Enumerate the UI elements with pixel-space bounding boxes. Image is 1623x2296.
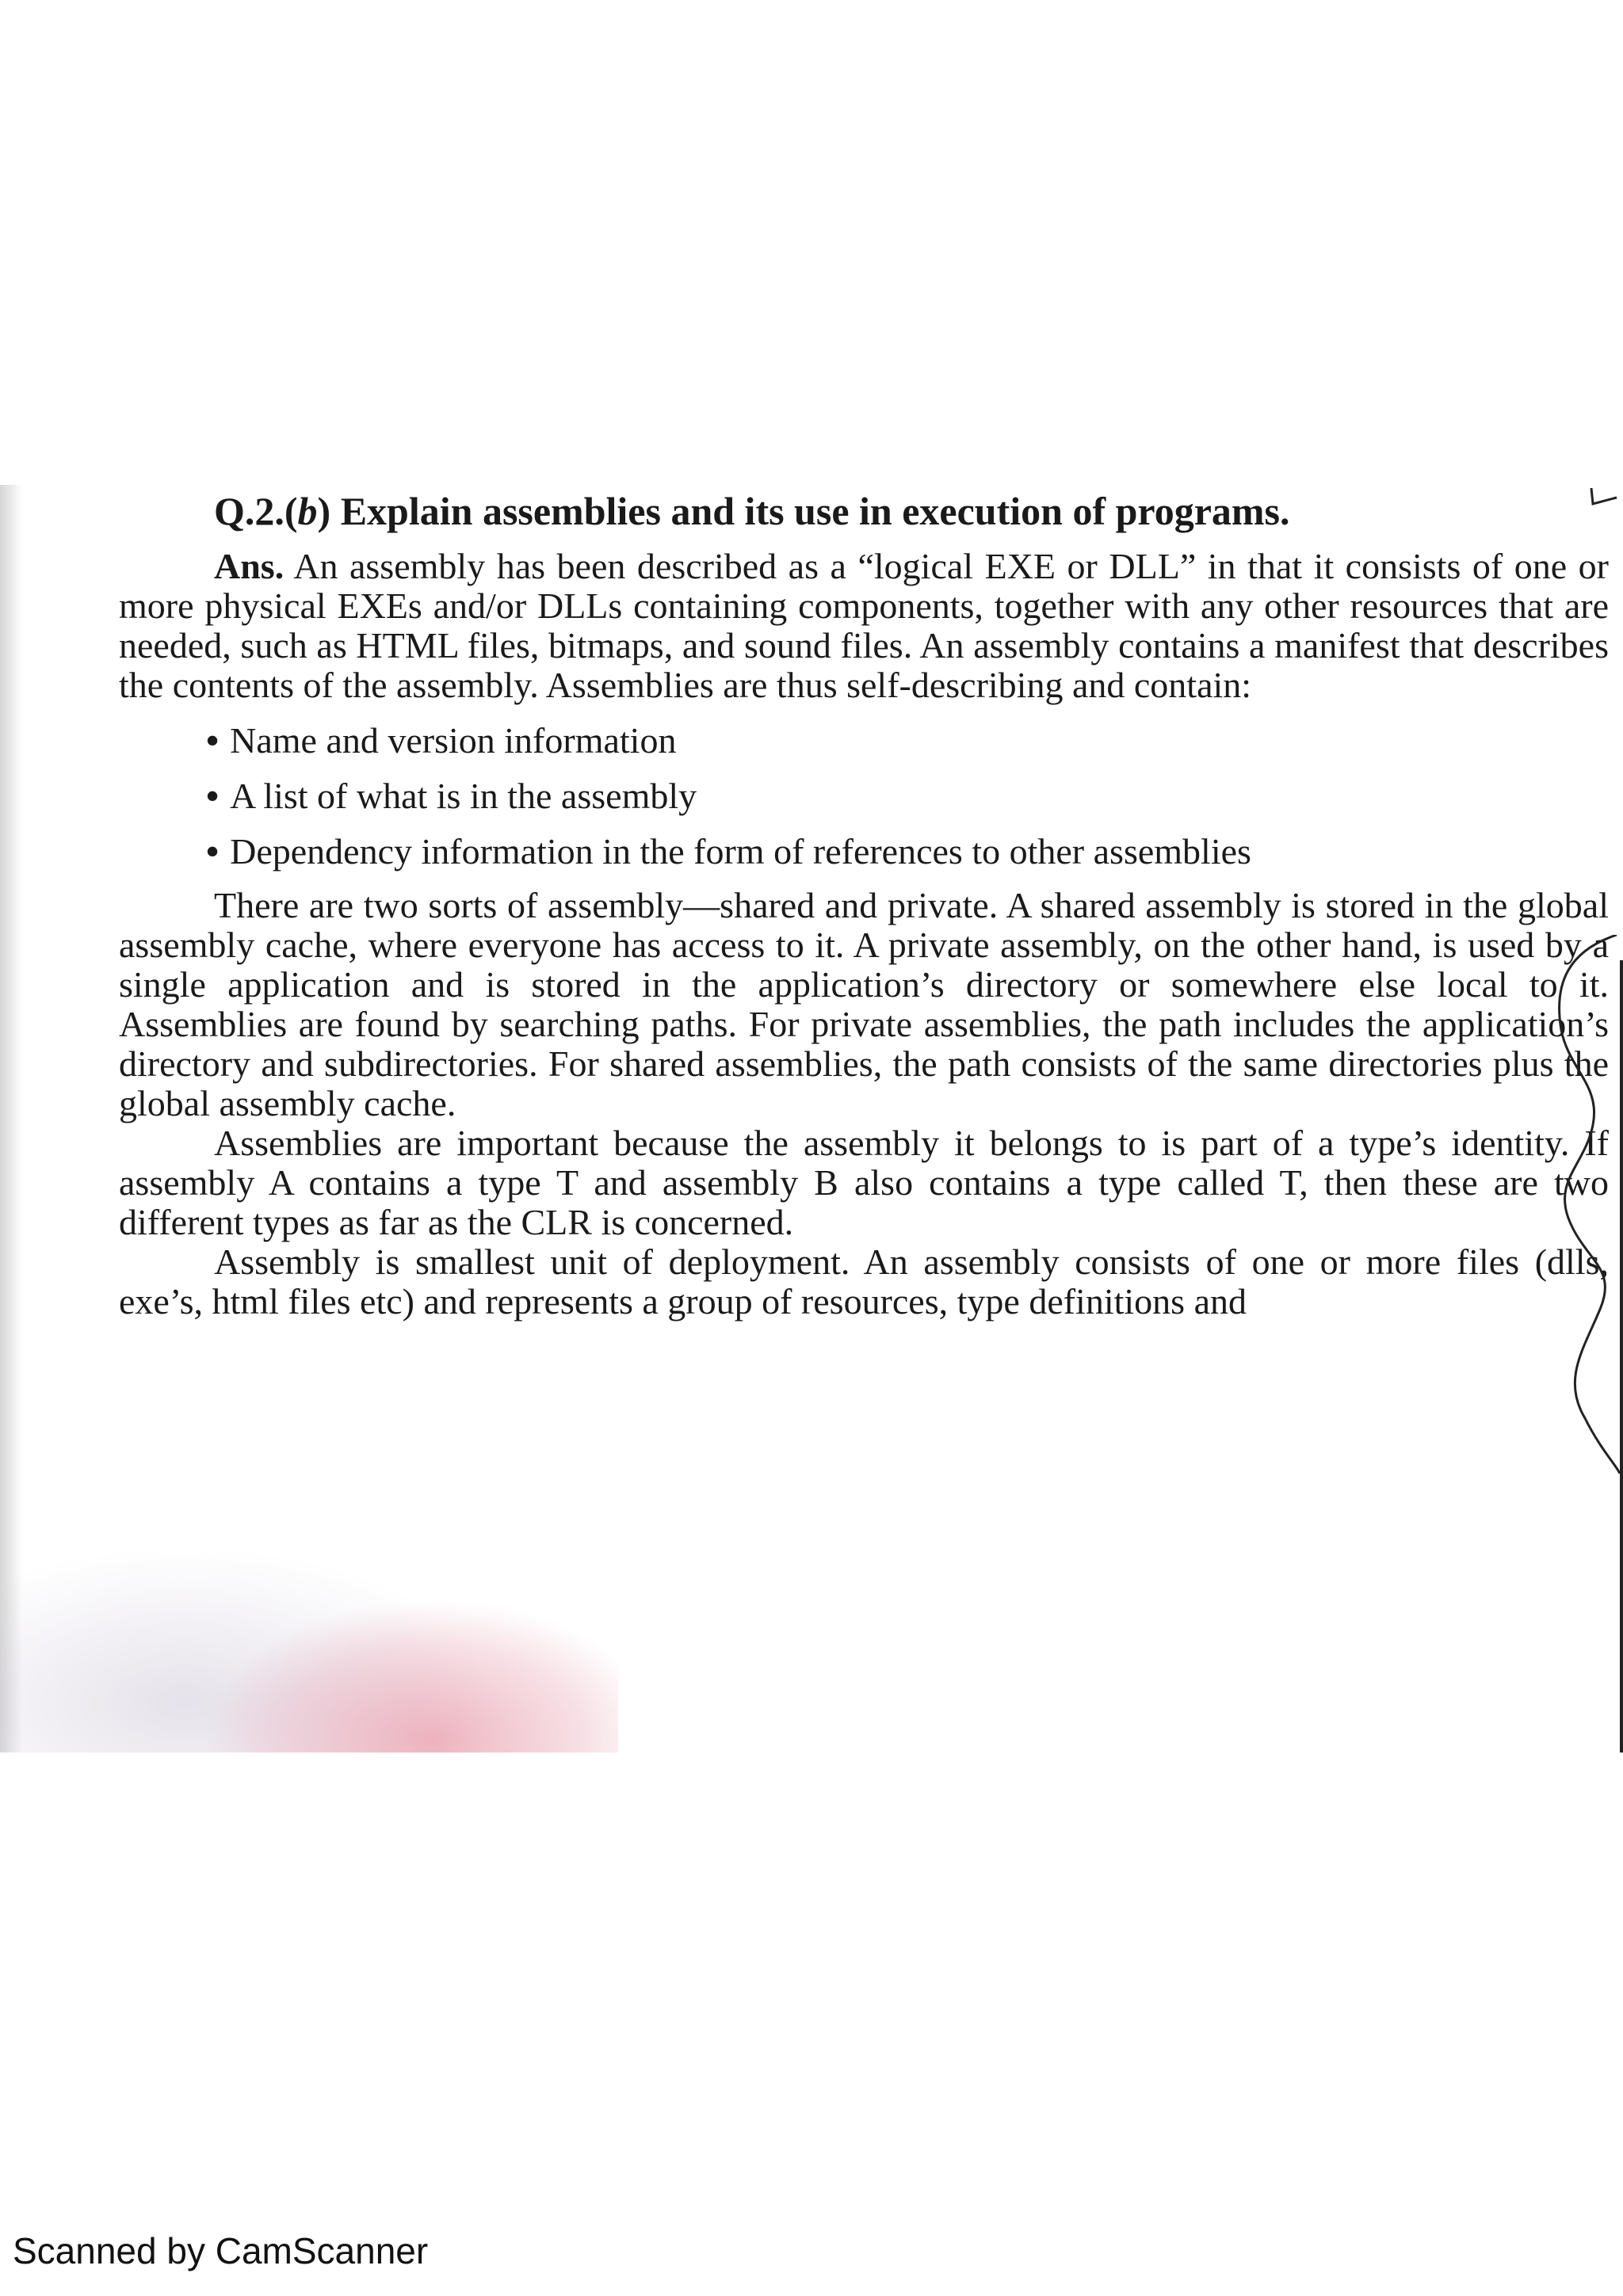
paragraph-type-identity: Assemblies are important because the assembly it belongs to is part of a type’s identity. If assembly A contains a type T and assembly B also contains a type called T, then these are two different types as far as the CLR is concerned. [119,1123,1609,1242]
answer-intro-text: An assembly has been described as a “logical EXE or DLL” in that it consists of one or more physical EXEs and/or DLLs containing components, together with any other resources that are needed, such as HTML files, bitmaps, and sound files. An assembly contains a manifest that describes the contents of the assembly. Assemblies are thus self-describing and contain: [119,546,1609,705]
question-text: ) Explain assemblies and its use in execution of programs. [317,489,1290,533]
answer-bullet-list [206,713,1609,879]
answer-lead: Ans. [214,546,285,586]
question-part: b [297,489,318,533]
paragraph-deployment-unit: Assembly is smallest unit of deployment. An assembly consists of one or more files (dlls, exe’s, html files etc) and represents a group of resources, type definitions and [119,1241,1609,1322]
question-number: Q.2.( [214,489,298,533]
pen-bracket-annotation [1537,935,1623,1474]
bullet-item: • A list of what is in the assembly [206,769,1609,824]
bullet-item: • Dependency information in the form of references to other assemblies [206,824,1609,879]
question-heading [214,486,1609,536]
bullet-item: • Name and version information [206,713,1609,769]
scan-stain [0,1505,618,1753]
document-body [119,486,1609,1322]
paragraph-shared-private: There are two sorts of assembly—shared and private. A shared assembly is stored in the global assembly cache, where everyone has access to it. A private assembly, on the other hand, is used by a single application and is stored in the application’s directory or somewhere else local to it. Assemblies are found by searching paths. For private assemblies, the path includes the application’s directory and subdirectories. For shared assemblies, the path consists of the same directories plus the global assembly cache. [119,885,1609,1123]
camscanner-watermark: Scanned by CamScanner [13,2230,429,2271]
answer-intro [119,547,1609,705]
